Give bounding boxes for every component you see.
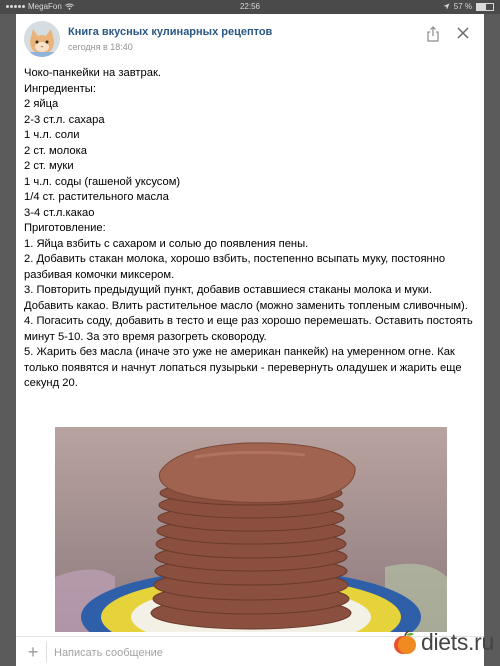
- pancake-stack-illustration: [55, 427, 447, 632]
- watermark-text: diets.ru: [420, 629, 494, 655]
- post-line: 2 ст. молока: [24, 144, 87, 157]
- input-divider: [46, 642, 47, 662]
- post-line: 2 ст. муки: [24, 160, 74, 172]
- status-right: [443, 2, 494, 11]
- post-line: 2 яйца: [24, 98, 59, 110]
- post-line: 3. Повторить предыдущий пункт, добавив оставшиеся стаканы молока и муки. Добавить какао. Влить растительное масло (можно заменить топленым сливочным).: [24, 284, 468, 312]
- post-line: Чоко-панкейки на завтрак.: [24, 67, 161, 79]
- post-line: 1. Яйца взбить с сахаром и солью до появления пены.: [24, 237, 309, 250]
- battery-level: [477, 4, 486, 10]
- post-header: [16, 14, 484, 64]
- post-panel: [16, 14, 484, 666]
- post-line: 1 ч.л. соды (гашеной уксусом): [24, 175, 181, 188]
- post-line: 3-4 ст.л.какао: [24, 206, 95, 219]
- message-input[interactable]: [52, 642, 356, 664]
- post-line: 4. Погасить соду, добавить в тесто и еще раз хорошо перемешать. Оставить постоять минут 5-10. За это время разогреть сковороду.: [24, 315, 476, 343]
- post-text: [24, 66, 476, 392]
- status-bar: [0, 0, 500, 14]
- cat-avatar-image: [24, 21, 60, 57]
- carrier-label: MegaFon: [28, 2, 62, 11]
- battery-icon: [476, 3, 494, 11]
- status-time: 22:56: [239, 2, 261, 11]
- post-line: 5. Жарить без масла (иначе это уже не американ панкейк) на умеренном огне. Как только появятся и начнут лопаться пузырьки - перевернуть оладушек и жарить еще секунд 20.: [24, 346, 465, 389]
- close-icon[interactable]: [456, 26, 470, 40]
- post-line: 2. Добавить стакан молока, хорошо взбить, постепенно всыпать муку, постоянно разбивая комочки миксером.: [24, 253, 449, 281]
- share-icon[interactable]: [426, 26, 440, 42]
- location-icon: [443, 3, 450, 10]
- watermark: [392, 629, 494, 656]
- post-line: 2-3 ст.л. сахара: [24, 113, 105, 126]
- plus-icon[interactable]: +: [27, 642, 39, 662]
- avatar[interactable]: [24, 21, 60, 57]
- post-line: Приготовление:: [24, 222, 106, 234]
- post-time: сегодня в 18:40: [68, 42, 133, 52]
- apple-logo-icon: [392, 630, 418, 656]
- battery-percent: 57 %: [453, 2, 472, 11]
- pancake-photo[interactable]: [55, 427, 447, 632]
- post-line: 1/4 ст. растительного масла: [24, 191, 169, 203]
- author-name[interactable]: Книга вкусных кулинарных рецептов: [68, 26, 273, 38]
- post-line: Ингредиенты:: [24, 82, 96, 95]
- post-line: 1 ч.л. соли: [24, 129, 80, 141]
